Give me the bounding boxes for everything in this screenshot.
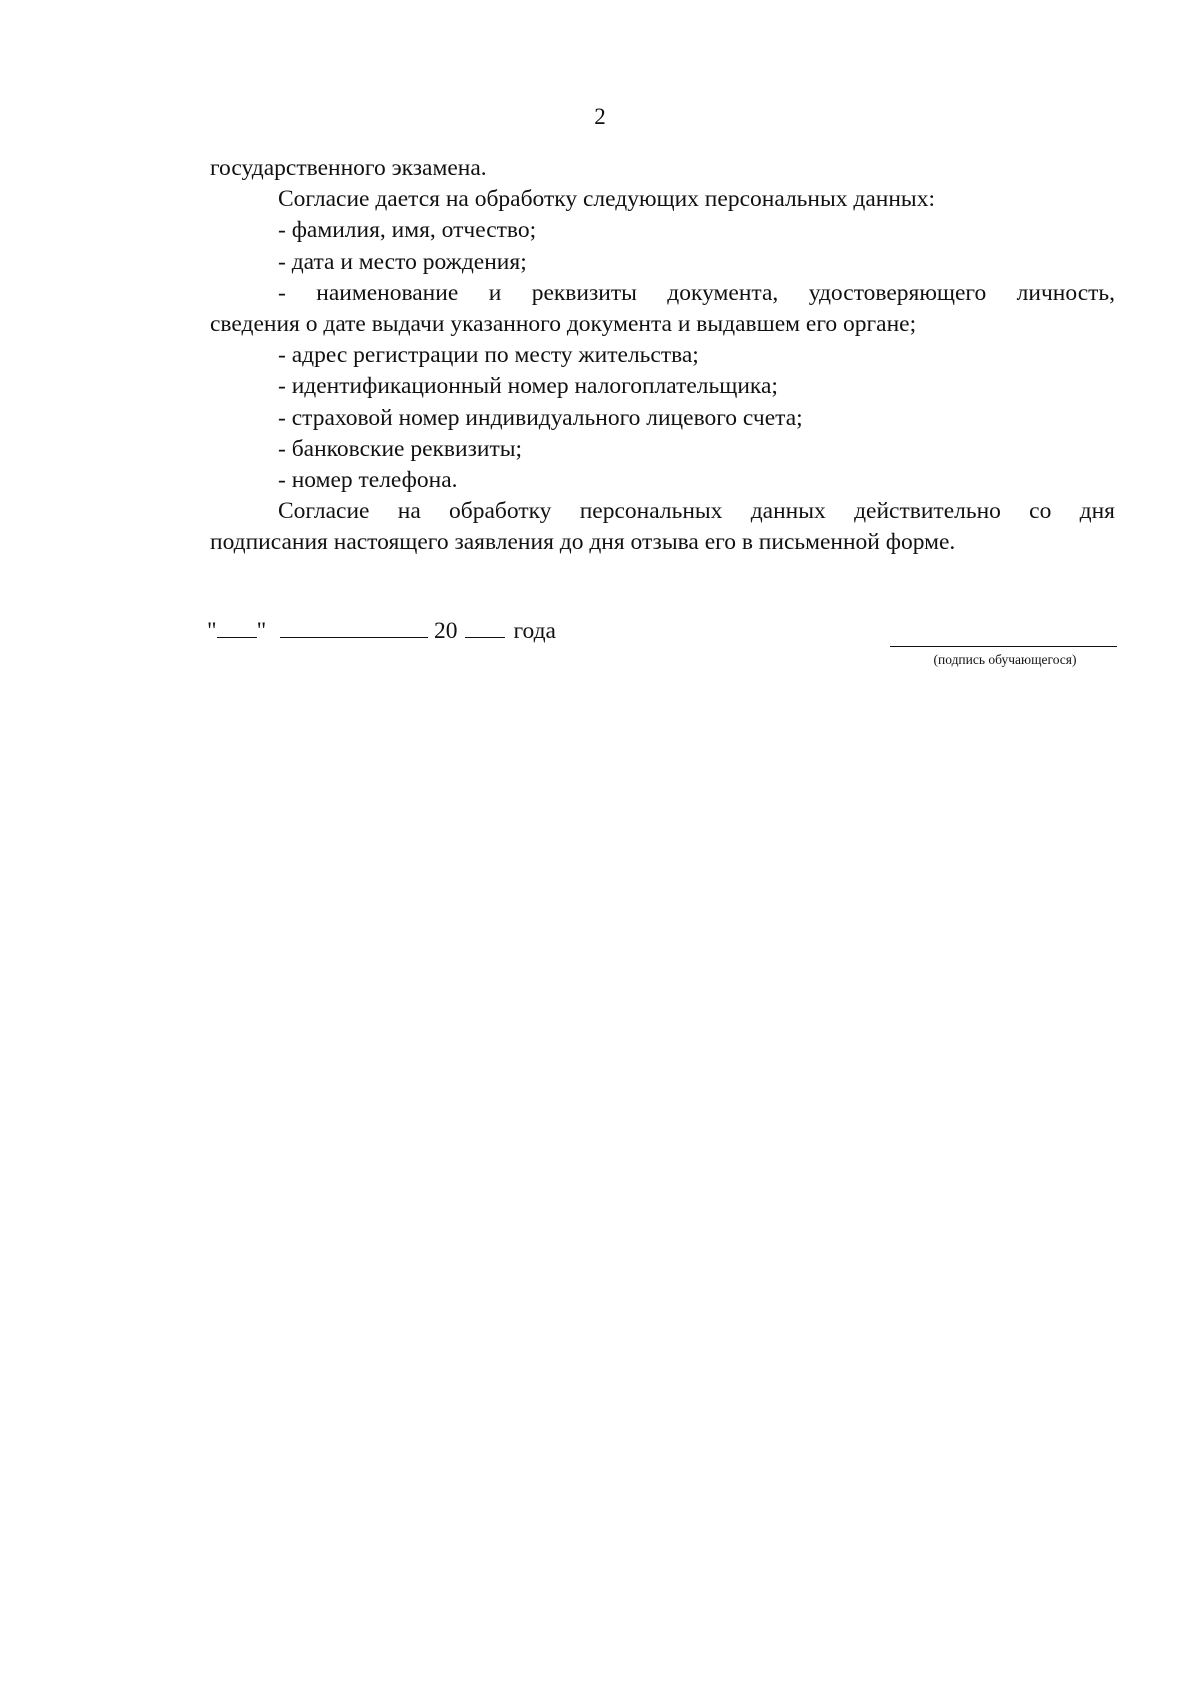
date-quote-open: " bbox=[207, 618, 217, 644]
year-prefix: 20 bbox=[433, 618, 458, 644]
list-item-phone: - номер телефона. bbox=[278, 467, 458, 494]
list-item-full-name: - фамилия, имя, отчество; bbox=[278, 217, 537, 244]
date-quote-close: " bbox=[256, 618, 267, 644]
signature-caption: (подпись обучающегося) bbox=[933, 652, 1077, 667]
continuation-line: государственного экзамена. bbox=[210, 155, 487, 181]
year-suffix: года bbox=[513, 618, 556, 644]
page-number: 2 bbox=[594, 104, 606, 129]
date-field bbox=[207, 616, 556, 646]
year-blank[interactable] bbox=[465, 619, 505, 638]
validity-line-1: Согласие на обработку персональных данных действительно со дня bbox=[278, 498, 1115, 525]
list-item-birth: - дата и место рождения; bbox=[278, 248, 527, 275]
list-item-tax-number: - идентификационный номер налогоплательщика; bbox=[278, 373, 778, 400]
list-item-bank-details: - банковские реквизиты; bbox=[278, 435, 523, 462]
list-item-insurance-number: - страховой номер индивидуального лицевого счета; bbox=[278, 404, 803, 431]
day-blank[interactable] bbox=[217, 619, 257, 638]
month-blank[interactable] bbox=[280, 619, 428, 638]
consent-intro: Согласие дается на обработку следующих персональных данных: bbox=[278, 186, 936, 213]
consent-text bbox=[210, 153, 1115, 559]
list-item-address: - адрес регистрации по месту жительства; bbox=[278, 342, 699, 369]
validity-line-2: подписания настоящего заявления до дня отзыва его в письменной форме. bbox=[210, 529, 956, 556]
list-item-identity-document: - наименование и реквизиты документа, удостоверяющего личность, bbox=[278, 279, 1115, 306]
list-item-identity-document-continued: сведения о дате выдачи указанного документа и выдавшем его органе; bbox=[210, 311, 917, 338]
signature-line[interactable] bbox=[890, 646, 1117, 647]
